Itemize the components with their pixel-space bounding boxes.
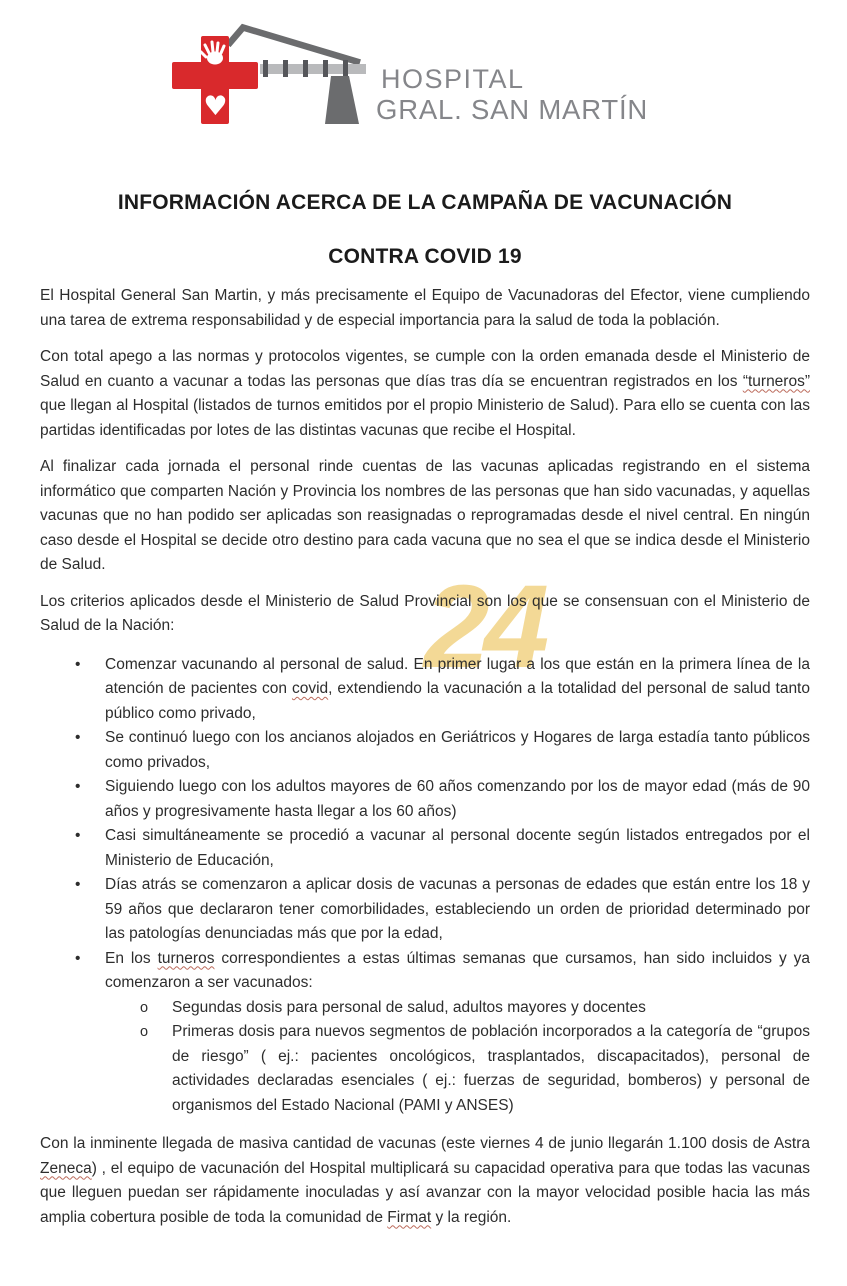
red-cross-icon xyxy=(172,36,258,124)
bullet-icon: • xyxy=(75,655,81,673)
hospital-name-line2: GRAL. SAN MARTÍN xyxy=(376,94,649,125)
paragraph-protocolos xyxy=(40,345,810,443)
vaccination-criteria-list xyxy=(40,653,810,1119)
bullet-icon: • xyxy=(75,778,81,795)
sub-bullet-icon: o xyxy=(140,999,149,1016)
list-item-text: Casi simultáneamente se procedió a vacunar al personal docente según listados entregados por el Ministerio de Educación, xyxy=(105,827,810,869)
list-item-text: Se continuó luego con los ancianos alojados en Geriátricos y Hogares de larga estadía tanto públicos como privados, xyxy=(105,729,810,771)
document-content xyxy=(40,190,810,1230)
paragraph-rendicion-text: Al finalizar cada jornada el personal rinde cuentas de las vacunas aplicadas registrando en el sistema informático que comparten Nación y Provincia los nombres de las personas que han sido vacunadas, y aquellas vacunas que no han podido ser aplicadas son reasignadas o reprogramadas desde el nivel central. En ningún caso desde el Hospital se decide otro destino para cada vacuna que no sea el que se indica desde el Ministerio de Salud. xyxy=(40,458,810,573)
paragraph-cierre-post: y la región. xyxy=(431,1208,512,1226)
paragraph-cierre-pre: Con la inminente llegada de masiva cantidad de vacunas (este viernes 4 de junio llegarán 1.100 dosis de Astra xyxy=(40,1135,810,1152)
list-item-docentes xyxy=(40,824,810,873)
list-item-personal-salud xyxy=(40,653,810,727)
document-title-line2: CONTRA COVID 19 xyxy=(328,245,522,268)
list-item-text xyxy=(105,653,810,727)
list-item-adultos-mayores xyxy=(40,775,810,824)
list-item-text xyxy=(105,947,810,996)
building-roof-icon xyxy=(228,28,360,67)
misspelled-word-turneros-2: turneros xyxy=(157,949,215,967)
misspelled-word-zeneca: Zeneca xyxy=(40,1159,92,1177)
hospital-logo xyxy=(163,23,673,131)
paragraph-protocolos-pre: Con total apego a las normas y protocolos vigentes, se cumple con la orden emanada desde el Ministerio de Salud en cuanto a vacunar a todas las personas que días tras día se encuentran registrados en los xyxy=(40,348,810,390)
paragraph-rendicion xyxy=(40,455,810,578)
list-item-geriatricos xyxy=(40,726,810,775)
bullet-icon: • xyxy=(75,729,81,746)
sub-bullet-icon: o xyxy=(140,1024,149,1040)
list-item-turneros xyxy=(40,947,810,996)
list-item-text: Siguiendo luego con los adultos mayores de 60 años comenzando por los de mayor edad (más de 90 años y progresivamente hasta llegar a los 60 años) xyxy=(105,778,810,820)
paragraph-criterios xyxy=(40,590,810,639)
sublist-item-text: Primeras dosis para nuevos segmentos de población incorporados a la categoría de “grupos de riesgo” ( ej.: pacientes oncológicos, trasplantados, discapacitados), personal de actividades declaradas esenciales ( ej.: fuerzas de seguridad, bomberos) y personal de organismos del Estado Nacional (PAMI y ANSES) xyxy=(172,1023,810,1114)
paragraph-criterios-text: Los criterios aplicados desde el Ministerio de Salud Provincial son los que se consensuan con el Ministerio de Salud de la Nación: xyxy=(40,592,810,634)
paragraph-cierre xyxy=(40,1132,810,1230)
list-item-post: , extendiendo la vacunación a la totalidad del personal de salud tanto público como privado, xyxy=(105,680,810,722)
bullet-icon: • xyxy=(75,949,81,967)
misspelled-word-covid: covid xyxy=(291,680,329,697)
sublist-item-segundas-dosis xyxy=(40,996,810,1021)
bullet-icon: • xyxy=(75,827,81,844)
paragraph-cierre-mid: ) , el equipo de vacunación del Hospital multiplicará su capacidad operativa para que todas las vacunas que lleguen puedan ser rápidamente inoculadas y así avanzar con la mayor velocidad posible hacia las más amplia cobertura posible de toda la comunidad de xyxy=(40,1159,810,1226)
misspelled-word-firmat: Firmat xyxy=(387,1208,432,1226)
misspelled-word-turneros: “turneros” xyxy=(742,372,810,390)
watermark-24: 24 xyxy=(424,561,544,693)
list-item-pre: En los xyxy=(105,949,158,967)
heart-icon: ♥ xyxy=(203,91,228,122)
document-title-line1: INFORMACIÓN ACERCA DE LA CAMPAÑA DE VACUNACIÓN xyxy=(117,191,733,214)
sublist-item-text: Segundas dosis para personal de salud, adultos mayores y docentes xyxy=(172,998,646,1016)
bullet-icon: • xyxy=(75,876,81,893)
paragraph-intro-text: El Hospital General San Martin, y más precisamente el Equipo de Vacunadoras del Efector, viene cumpliendo una tarea de extrema responsabilidad y de especial importancia para la salud de toda la población. xyxy=(40,287,810,329)
paragraph-protocolos-post: que llegan al Hospital (listados de turnos emitidos por el propio Ministerio de Salud). Para ello se cuenta con las partidas identificadas por lotes de las distintas vacunas que recibe el Hospital. xyxy=(40,397,810,439)
pillar-icon xyxy=(325,76,359,124)
paragraph-intro xyxy=(40,284,810,333)
list-item-text: Días atrás se comenzaron a aplicar dosis de vacunas a personas de edades que están entre los 18 y 59 años que declararon tener comorbilidades, estableciendo un orden de prioridad determinado por las patologías denunciadas más que por la edad, xyxy=(105,876,810,942)
list-item-post: correspondientes a estas últimas semanas que cursamos, han sido incluidos y ya comenzaron a ser vacunados: xyxy=(105,949,810,991)
hospital-name-line1: HOSPITAL xyxy=(381,64,525,94)
sublist-item-primeras-dosis xyxy=(40,1020,810,1118)
list-item-pre: Comenzar vacunando al personal de salud. En primer lugar a los que están en la primera línea de la atención de pacientes con xyxy=(105,655,810,697)
list-item-comorbilidades xyxy=(40,873,810,947)
